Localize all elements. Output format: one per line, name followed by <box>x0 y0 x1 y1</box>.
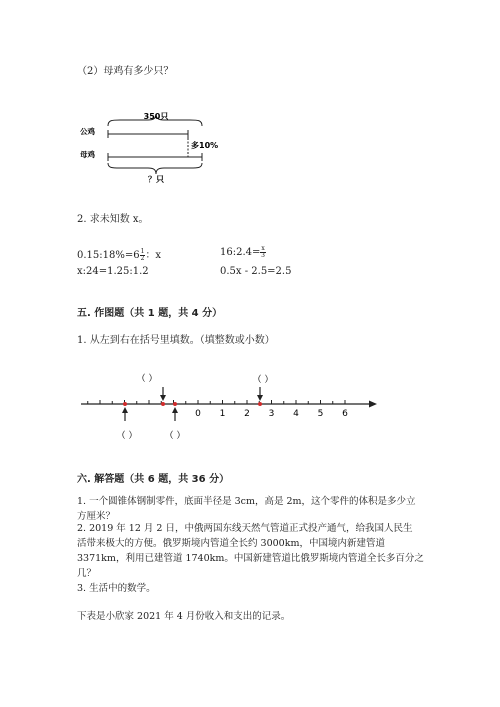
more-label: 多10% <box>191 141 219 150</box>
paren-bottom-left: （ ） <box>116 431 138 441</box>
total-label: 350只 <box>143 112 169 121</box>
marker-point-4 <box>258 402 262 406</box>
equation-3: x:24=1.25:1.2 <box>77 266 149 277</box>
marker-point-3 <box>173 402 177 406</box>
section5-question1: 1. 从左到右在括号里填数。（填整数或小数） <box>77 335 275 346</box>
paren-top-left: （ ） <box>136 374 158 384</box>
tick-label: 1 <box>219 409 226 419</box>
tick-label: 4 <box>293 409 299 419</box>
hen-brace <box>108 163 202 174</box>
arrow-down-2 <box>257 387 263 401</box>
section6-heading: 六. 解答题（共 6 题，共 36 分） <box>77 474 230 485</box>
question-2: （2）母鸡有多少只？ <box>77 66 174 77</box>
equation-1: 0.15:18%=6 $\frac{1}{2}$ ：x <box>77 248 162 262</box>
paren-top-right: （ ） <box>252 375 274 385</box>
number-line-arrowhead <box>369 401 377 408</box>
arrow-up-1 <box>122 407 128 421</box>
tick-label: 3 <box>268 409 275 419</box>
problem-3: 3. 生活中的数学。 <box>77 583 156 594</box>
arrow-down-1 <box>160 387 166 401</box>
equation-4: 0.5x - 2.5=2.5 <box>220 266 292 277</box>
section5-heading: 五. 作图题（共 1 题，共 4 分） <box>77 308 223 319</box>
problem-4-intro: 下表是小欣家 2021 年 4 月份收入和支出的记录。 <box>77 611 291 622</box>
tick-label: 0 <box>195 409 201 419</box>
unknown-label: ？只 <box>148 175 164 184</box>
eq1-fraction: $\frac{1}{2}$ <box>140 248 145 262</box>
solve-title: 2. 求未知数 x。 <box>77 214 149 225</box>
tick-group <box>88 400 348 419</box>
problem-1: 1. 一个圆锥体钢制零件，底面半径是 3cm，高是 2m，这个零件的体积是多少立 方厘米？ <box>77 496 416 522</box>
marker-point-2 <box>161 402 165 406</box>
number-line-figure <box>75 368 385 448</box>
arrow-up-2 <box>172 407 178 421</box>
hen-label: 母鸡 <box>80 150 95 159</box>
marker-point-1 <box>123 402 127 406</box>
paren-bottom-right: （ ） <box>164 431 186 441</box>
equation-2: 16:2.4= $\frac{x}{3}$ <box>220 245 265 259</box>
tick-label: 5 <box>317 409 324 419</box>
tick-label: 2 <box>244 409 250 419</box>
rooster-label: 公鸡 <box>80 127 95 136</box>
problem-2: 2. 2019 年 12 月 2 日，中俄两国东线天然气管道正式投产通气，给我国人民生 活带来极大的方便。俄罗斯境内管道全长约 3000km，中国境内新建管道 3371km，利用已建管道 1740km。中国新建管道比俄罗斯境内管道全长多百分之 几？ <box>77 523 424 579</box>
bar-diagram <box>70 106 240 184</box>
tick-label: 6 <box>342 409 348 419</box>
eq2-fraction: $\frac{x}{3}$ <box>261 245 265 259</box>
